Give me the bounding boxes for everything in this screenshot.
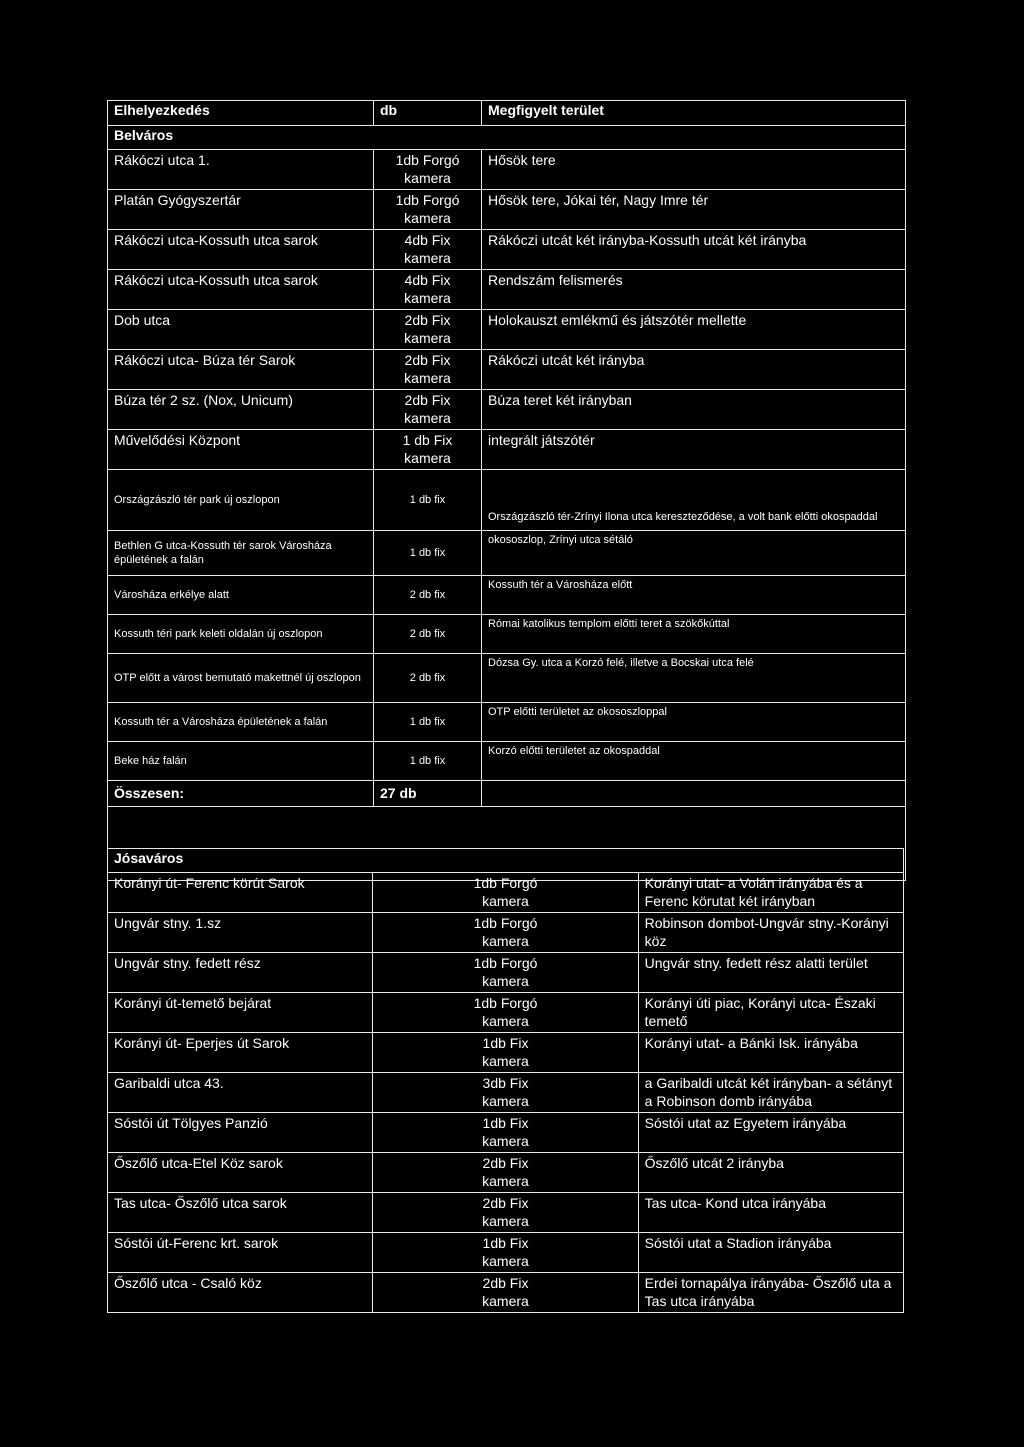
location-cell: Országzászló tér park új oszlopon	[108, 470, 374, 531]
location-cell: Őszőlő utca - Csaló köz	[108, 1273, 373, 1313]
location-cell: Bethlen G utca-Kossuth tér sarok Városháza épületének a falán	[108, 531, 374, 576]
table-row	[108, 953, 904, 993]
table-row	[108, 1113, 904, 1153]
section-title-belvaros: Belváros	[108, 126, 906, 150]
location-cell: Beke ház falán	[108, 742, 374, 781]
count-cell: 2 db fix	[374, 576, 482, 615]
location-cell: Ungvár stny. 1.sz	[108, 913, 373, 953]
count-cell: 1db Forgó kamera	[374, 190, 482, 230]
total-area-empty	[482, 781, 906, 807]
table-row	[108, 531, 906, 576]
location-cell: Korányi út- Ferenc körút Sarok	[108, 873, 373, 913]
area-cell: okososzlop, Zrínyi utca sétáló	[482, 531, 906, 576]
area-cell: Rendszám felismerés	[482, 270, 906, 310]
area-cell: Tas utca- Kond utca irányába	[638, 1193, 903, 1233]
location-cell: Búza tér 2 sz. (Nox, Unicum)	[108, 390, 374, 430]
area-cell: a Garibaldi utcát két irányban- a sétányt a Robinson domb irányába	[638, 1073, 903, 1113]
location-cell: Városháza erkélye alatt	[108, 576, 374, 615]
location-cell: Platán Gyógyszertár	[108, 190, 374, 230]
area-cell: Római katolikus templom előtti teret a szökőkúttal	[482, 615, 906, 654]
count-cell: 1 db Fix kamera	[374, 430, 482, 470]
location-cell: Ungvár stny. fedett rész	[108, 953, 373, 993]
table-row	[108, 350, 906, 390]
table-header-row	[108, 101, 906, 126]
total-value: 27 db	[374, 781, 482, 807]
area-cell: OTP előtti területet az okososzloppal	[482, 703, 906, 742]
area-cell: Korányi utat- a Bánki Isk. irányába	[638, 1033, 903, 1073]
area-cell: Robinson dombot-Ungvár stny.-Korányi köz	[638, 913, 903, 953]
location-cell: Művelődési Központ	[108, 430, 374, 470]
location-cell: Rákóczi utca-Kossuth utca sarok	[108, 230, 374, 270]
table-row	[108, 873, 904, 913]
table-row	[108, 993, 904, 1033]
count-cell: 2db Fix kamera	[373, 1153, 638, 1193]
location-cell: Rákóczi utca-Kossuth utca sarok	[108, 270, 374, 310]
location-cell: Korányi út- Eperjes út Sarok	[108, 1033, 373, 1073]
count-cell: 2db Fix kamera	[374, 350, 482, 390]
area-cell: Rákóczi utcát két irányba-Kossuth utcát két irányba	[482, 230, 906, 270]
table-row	[108, 1153, 904, 1193]
area-cell: Kossuth tér a Városháza előtt	[482, 576, 906, 615]
table-row	[108, 390, 906, 430]
total-row	[108, 781, 906, 807]
table-row	[108, 430, 906, 470]
location-cell: Sóstói út Tölgyes Panzió	[108, 1113, 373, 1153]
table-row	[108, 150, 906, 190]
location-cell: Rákóczi utca 1.	[108, 150, 374, 190]
table-row	[108, 1033, 904, 1073]
count-cell: 3db Fix kamera	[373, 1073, 638, 1113]
section-row	[108, 126, 906, 150]
table-row	[108, 1073, 904, 1113]
header-area: Megfigyelt terület	[482, 101, 906, 126]
area-cell: Országzászló tér-Zrínyi Ilona utca kereszteződése, a volt bank előtti okospaddal	[482, 470, 906, 531]
area-cell: Sóstói utat az Egyetem irányába	[638, 1113, 903, 1153]
table-row	[108, 230, 906, 270]
table-row	[108, 703, 906, 742]
location-cell: Sóstói út-Ferenc krt. sarok	[108, 1233, 373, 1273]
location-cell: Korányi út-temető bejárat	[108, 993, 373, 1033]
header-location: Elhelyezkedés	[108, 101, 374, 126]
area-cell: Korányi úti piac, Korányi utca- Északi temető	[638, 993, 903, 1033]
count-cell: 1 db fix	[374, 742, 482, 781]
table-row	[108, 615, 906, 654]
count-cell: 1db Fix kamera	[373, 1233, 638, 1273]
count-cell: 1 db fix	[374, 531, 482, 576]
count-cell: 2db Fix kamera	[374, 390, 482, 430]
table-row	[108, 742, 906, 781]
table-row	[108, 576, 906, 615]
area-cell: Sóstói utat a Stadion irányába	[638, 1233, 903, 1273]
count-cell: 1 db fix	[374, 703, 482, 742]
area-cell: Korzó előtti területet az okospaddal	[482, 742, 906, 781]
table-row	[108, 270, 906, 310]
area-cell: integrált játszótér	[482, 430, 906, 470]
location-cell: OTP előtt a várost bemutató makettnél új oszlopon	[108, 654, 374, 703]
area-cell: Rákóczi utcát két irányba	[482, 350, 906, 390]
location-cell: Garibaldi utca 43.	[108, 1073, 373, 1113]
area-cell: Dózsa Gy. utca a Korzó felé, illetve a Bocskai utca felé	[482, 654, 906, 703]
count-cell: 1db Fix kamera	[373, 1113, 638, 1153]
section-row	[108, 849, 904, 873]
camera-table-josavaros	[107, 848, 904, 1313]
count-cell: 1db Forgó kamera	[373, 873, 638, 913]
count-cell: 2 db fix	[374, 615, 482, 654]
area-cell: Holokauszt emlékmű és játszótér mellette	[482, 310, 906, 350]
count-cell: 1 db fix	[374, 470, 482, 531]
count-cell: 1db Forgó kamera	[373, 913, 638, 953]
table-row	[108, 654, 906, 703]
count-cell: 2db Fix kamera	[373, 1273, 638, 1313]
area-cell: Hősök tere	[482, 150, 906, 190]
area-cell: Őszőlő utcát 2 irányba	[638, 1153, 903, 1193]
count-cell: 1db Forgó kamera	[373, 993, 638, 1033]
location-cell: Kossuth tér a Városháza épületének a falán	[108, 703, 374, 742]
section-title-josavaros: Jósaváros	[108, 849, 904, 873]
location-cell: Kossuth téri park keleti oldalán új oszlopon	[108, 615, 374, 654]
area-cell: Ungvár stny. fedett rész alatti terület	[638, 953, 903, 993]
count-cell: 2db Fix kamera	[373, 1193, 638, 1233]
count-cell: 1db Fix kamera	[373, 1033, 638, 1073]
location-cell: Rákóczi utca- Búza tér Sarok	[108, 350, 374, 390]
table-row	[108, 470, 906, 531]
table-row	[108, 913, 904, 953]
table-row	[108, 1273, 904, 1313]
location-cell: Dob utca	[108, 310, 374, 350]
count-cell: 4db Fix kamera	[374, 270, 482, 310]
count-cell: 1db Forgó kamera	[373, 953, 638, 993]
table-row	[108, 310, 906, 350]
count-cell: 4db Fix kamera	[374, 230, 482, 270]
count-cell: 2db Fix kamera	[374, 310, 482, 350]
count-cell: 1db Forgó kamera	[374, 150, 482, 190]
total-label: Összesen:	[108, 781, 374, 807]
area-cell: Erdei tornapálya irányába- Őszőlő uta a Tas utca irányába	[638, 1273, 903, 1313]
header-count: db	[374, 101, 482, 126]
table-row	[108, 190, 906, 230]
table-row	[108, 1233, 904, 1273]
count-cell: 2 db fix	[374, 654, 482, 703]
table-row	[108, 1193, 904, 1233]
location-cell: Tas utca- Őszőlő utca sarok	[108, 1193, 373, 1233]
location-cell: Őszőlő utca-Etel Köz sarok	[108, 1153, 373, 1193]
area-cell: Korányi utat- a Volán irányába és a Ferenc körutat két irányban	[638, 873, 903, 913]
area-cell: Hősök tere, Jókai tér, Nagy Imre tér	[482, 190, 906, 230]
camera-table-belvaros	[107, 100, 906, 881]
area-cell: Búza teret két irányban	[482, 390, 906, 430]
